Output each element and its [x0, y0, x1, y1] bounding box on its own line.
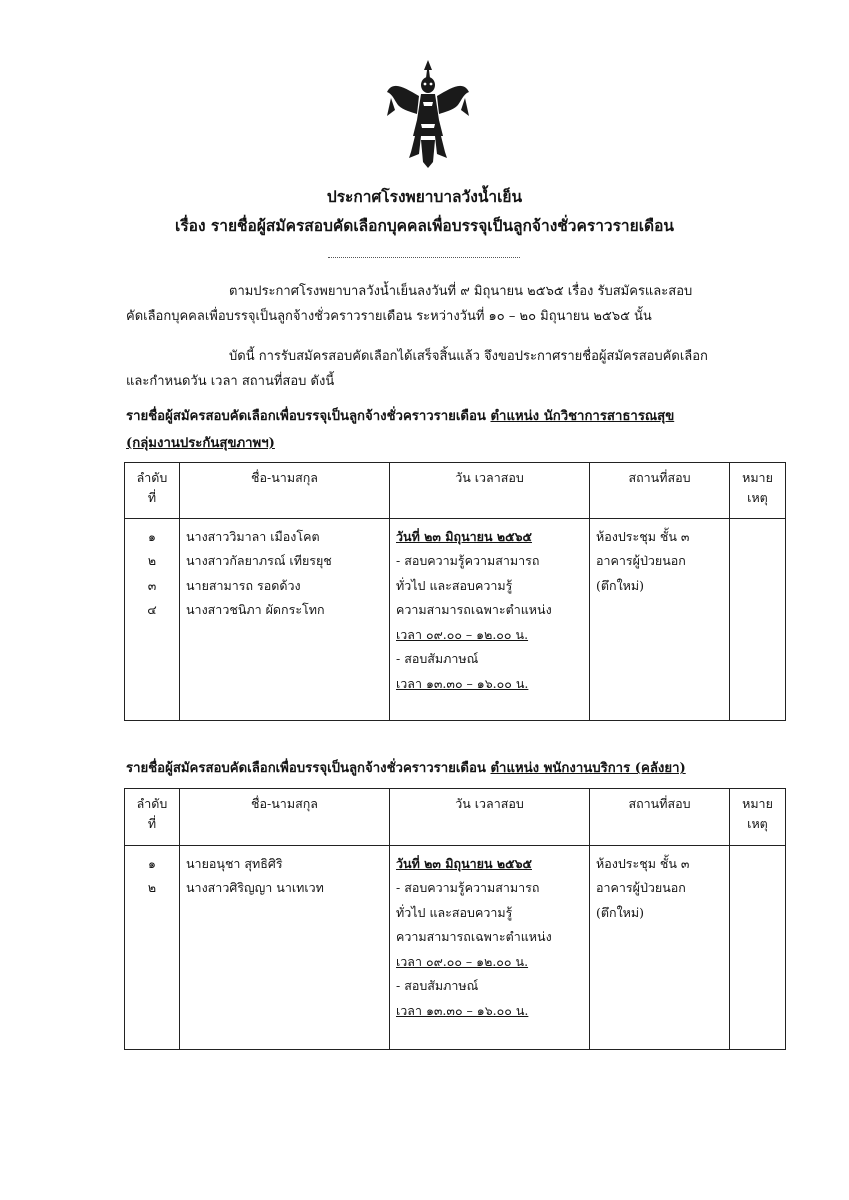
header-num-line-1: ลำดับ: [136, 796, 168, 811]
exam-2-time: เวลา ๑๓.๓๐ – ๑๖.๐๐ น.: [396, 675, 529, 691]
header-name: ชื่อ-นามสกุล: [180, 463, 390, 519]
header-note: [730, 789, 786, 846]
candidate-name: นายสามารถ รอดด้วง: [186, 577, 301, 593]
candidate-name: นางสาวกัลยาภรณ์ เทียรยุช: [186, 553, 332, 569]
exam-1-time: เวลา ๐๙.๐๐ – ๑๒.๐๐ น.: [396, 626, 529, 642]
candidate-name: นางสาวศิริญญา นาเทเวท: [186, 880, 324, 896]
section-1-heading: [126, 405, 674, 426]
place-line-3: (ตึกใหม่): [596, 577, 645, 593]
paragraph-1-line-1: ตามประกาศโรงพยาบาลวังน้ำเย็นลงวันที่ ๙ มิถุนายน ๒๕๖๕ เรื่อง รับสมัครและสอบ: [229, 284, 693, 299]
place-cell: [590, 845, 730, 1049]
paragraph-1-line-2: คัดเลือกบุคคลเพื่อบรรจุเป็นลูกจ้างชั่วคราวรายเดือน ระหว่างวันที่ ๑๐ – ๒๐ มิถุนายน ๒๕๖๕ นั้น: [126, 309, 652, 324]
section-2-position: ตำแหน่ง พนักงานบริการ (คลังยา): [490, 761, 686, 776]
row-number: ๒: [147, 880, 157, 896]
paragraph-2-line-1: บัดนี้ การรับสมัครสอบคัดเลือกได้เสร็จสิ้นแล้ว จึงขอประกาศรายชื่อผู้สมัครสอบคัดเลือก: [229, 349, 708, 364]
number-cell: [125, 845, 180, 1049]
header-place: สถานที่สอบ: [590, 463, 730, 519]
header-datetime: วัน เวลาสอบ: [390, 789, 590, 846]
exam-1-line-2: ทั่วไป และสอบความรู้: [396, 904, 513, 920]
table-header-row: [125, 789, 786, 846]
header-note-line-2: เหตุ: [747, 490, 768, 505]
schedule-cell: [390, 518, 590, 720]
header-note-line-1: หมาย: [742, 470, 773, 485]
header-num-line-2: ที่: [147, 816, 157, 831]
candidate-name: นางสาวชนิภา ผัดกระโทก: [186, 602, 325, 618]
section-2-heading-prefix: รายชื่อผู้สมัครสอบคัดเลือกเพื่อบรรจุเป็นลูกจ้างชั่วคราวรายเดือน: [126, 761, 491, 776]
header-num: [125, 463, 180, 519]
candidate-name: นางสาววิมาลา เมืองโคต: [186, 528, 320, 544]
name-cell: [180, 518, 390, 720]
announcement-title: ประกาศโรงพยาบาลวังน้ำเย็น: [326, 187, 523, 206]
row-number: ๓: [147, 577, 157, 593]
place-line-3: (ตึกใหม่): [596, 904, 645, 920]
place-line-1: ห้องประชุม ชั้น ๓: [596, 855, 690, 871]
candidate-name: นายอนุชา สุทธิศิริ: [186, 855, 283, 871]
place-line-2: อาคารผู้ป่วยนอก: [596, 553, 686, 569]
section-1-heading-prefix: รายชื่อผู้สมัครสอบคัดเลือกเพื่อบรรจุเป็นลูกจ้างชั่วคราวรายเดือน: [126, 409, 491, 424]
table-header-row: [125, 463, 786, 519]
row-number: ๑: [148, 855, 156, 871]
exam-1-line-3: ความสามารถเฉพาะตำแหน่ง: [396, 602, 552, 618]
row-number: ๔: [147, 602, 157, 618]
note-cell: [730, 845, 786, 1049]
header-datetime: วัน เวลาสอบ: [390, 463, 590, 519]
header-num-line-1: ลำดับ: [136, 470, 168, 485]
exam-date: วันที่ ๒๓ มิถุนายน ๒๕๖๕: [396, 855, 532, 871]
exam-1-time: เวลา ๐๙.๐๐ – ๑๒.๐๐ น.: [396, 953, 529, 969]
section-1-position: ตำแหน่ง นักวิชาการสาธารณสุข: [490, 409, 675, 424]
header-place: สถานที่สอบ: [590, 789, 730, 846]
announcement-subject: เรื่อง รายชื่อผู้สมัครสอบคัดเลือกบุคคลเพื่อบรรจุเป็นลูกจ้างชั่วคราวรายเดือน: [175, 216, 674, 235]
exam-1-line-1: - สอบความรู้ความสามารถ: [396, 553, 540, 569]
exam-date: วันที่ ๒๓ มิถุนายน ๒๕๖๕: [396, 528, 532, 544]
exam-1-line-3: ความสามารถเฉพาะตำแหน่ง: [396, 929, 552, 945]
header-note: [730, 463, 786, 519]
exam-1-line-1: - สอบความรู้ความสามารถ: [396, 880, 540, 896]
note-cell: [730, 518, 786, 720]
row-number: ๑: [148, 528, 156, 544]
header-num: [125, 789, 180, 846]
section-2-table: [124, 788, 786, 1050]
number-cell: [125, 518, 180, 720]
exam-2-label: - สอบสัมภาษณ์: [396, 978, 479, 994]
name-cell: [180, 845, 390, 1049]
exam-1-line-2: ทั่วไป และสอบความรู้: [396, 577, 513, 593]
garuda-emblem-icon: [385, 58, 471, 170]
section-1-subheading: (กลุ่มงานประกันสุขภาพฯ): [126, 436, 275, 451]
header-num-line-2: ที่: [147, 490, 157, 505]
exam-2-label: - สอบสัมภาษณ์: [396, 651, 479, 667]
exam-2-time: เวลา ๑๓.๓๐ – ๑๖.๐๐ น.: [396, 1002, 529, 1018]
header-note-line-1: หมาย: [742, 796, 773, 811]
section-2-heading: [126, 757, 686, 778]
place-line-2: อาคารผู้ป่วยนอก: [596, 880, 686, 896]
row-number: ๒: [147, 553, 157, 569]
section-1-table: [124, 462, 786, 721]
place-line-1: ห้องประชุม ชั้น ๓: [596, 528, 690, 544]
paragraph-2-line-2: และกำหนดวัน เวลา สถานที่สอบ ดังนี้: [126, 374, 335, 389]
header-name: ชื่อ-นามสกุล: [180, 789, 390, 846]
header-note-line-2: เหตุ: [747, 816, 768, 831]
table-row: [125, 518, 786, 720]
schedule-cell: [390, 845, 590, 1049]
place-cell: [590, 518, 730, 720]
dotted-divider: [328, 257, 520, 258]
table-row: [125, 845, 786, 1049]
